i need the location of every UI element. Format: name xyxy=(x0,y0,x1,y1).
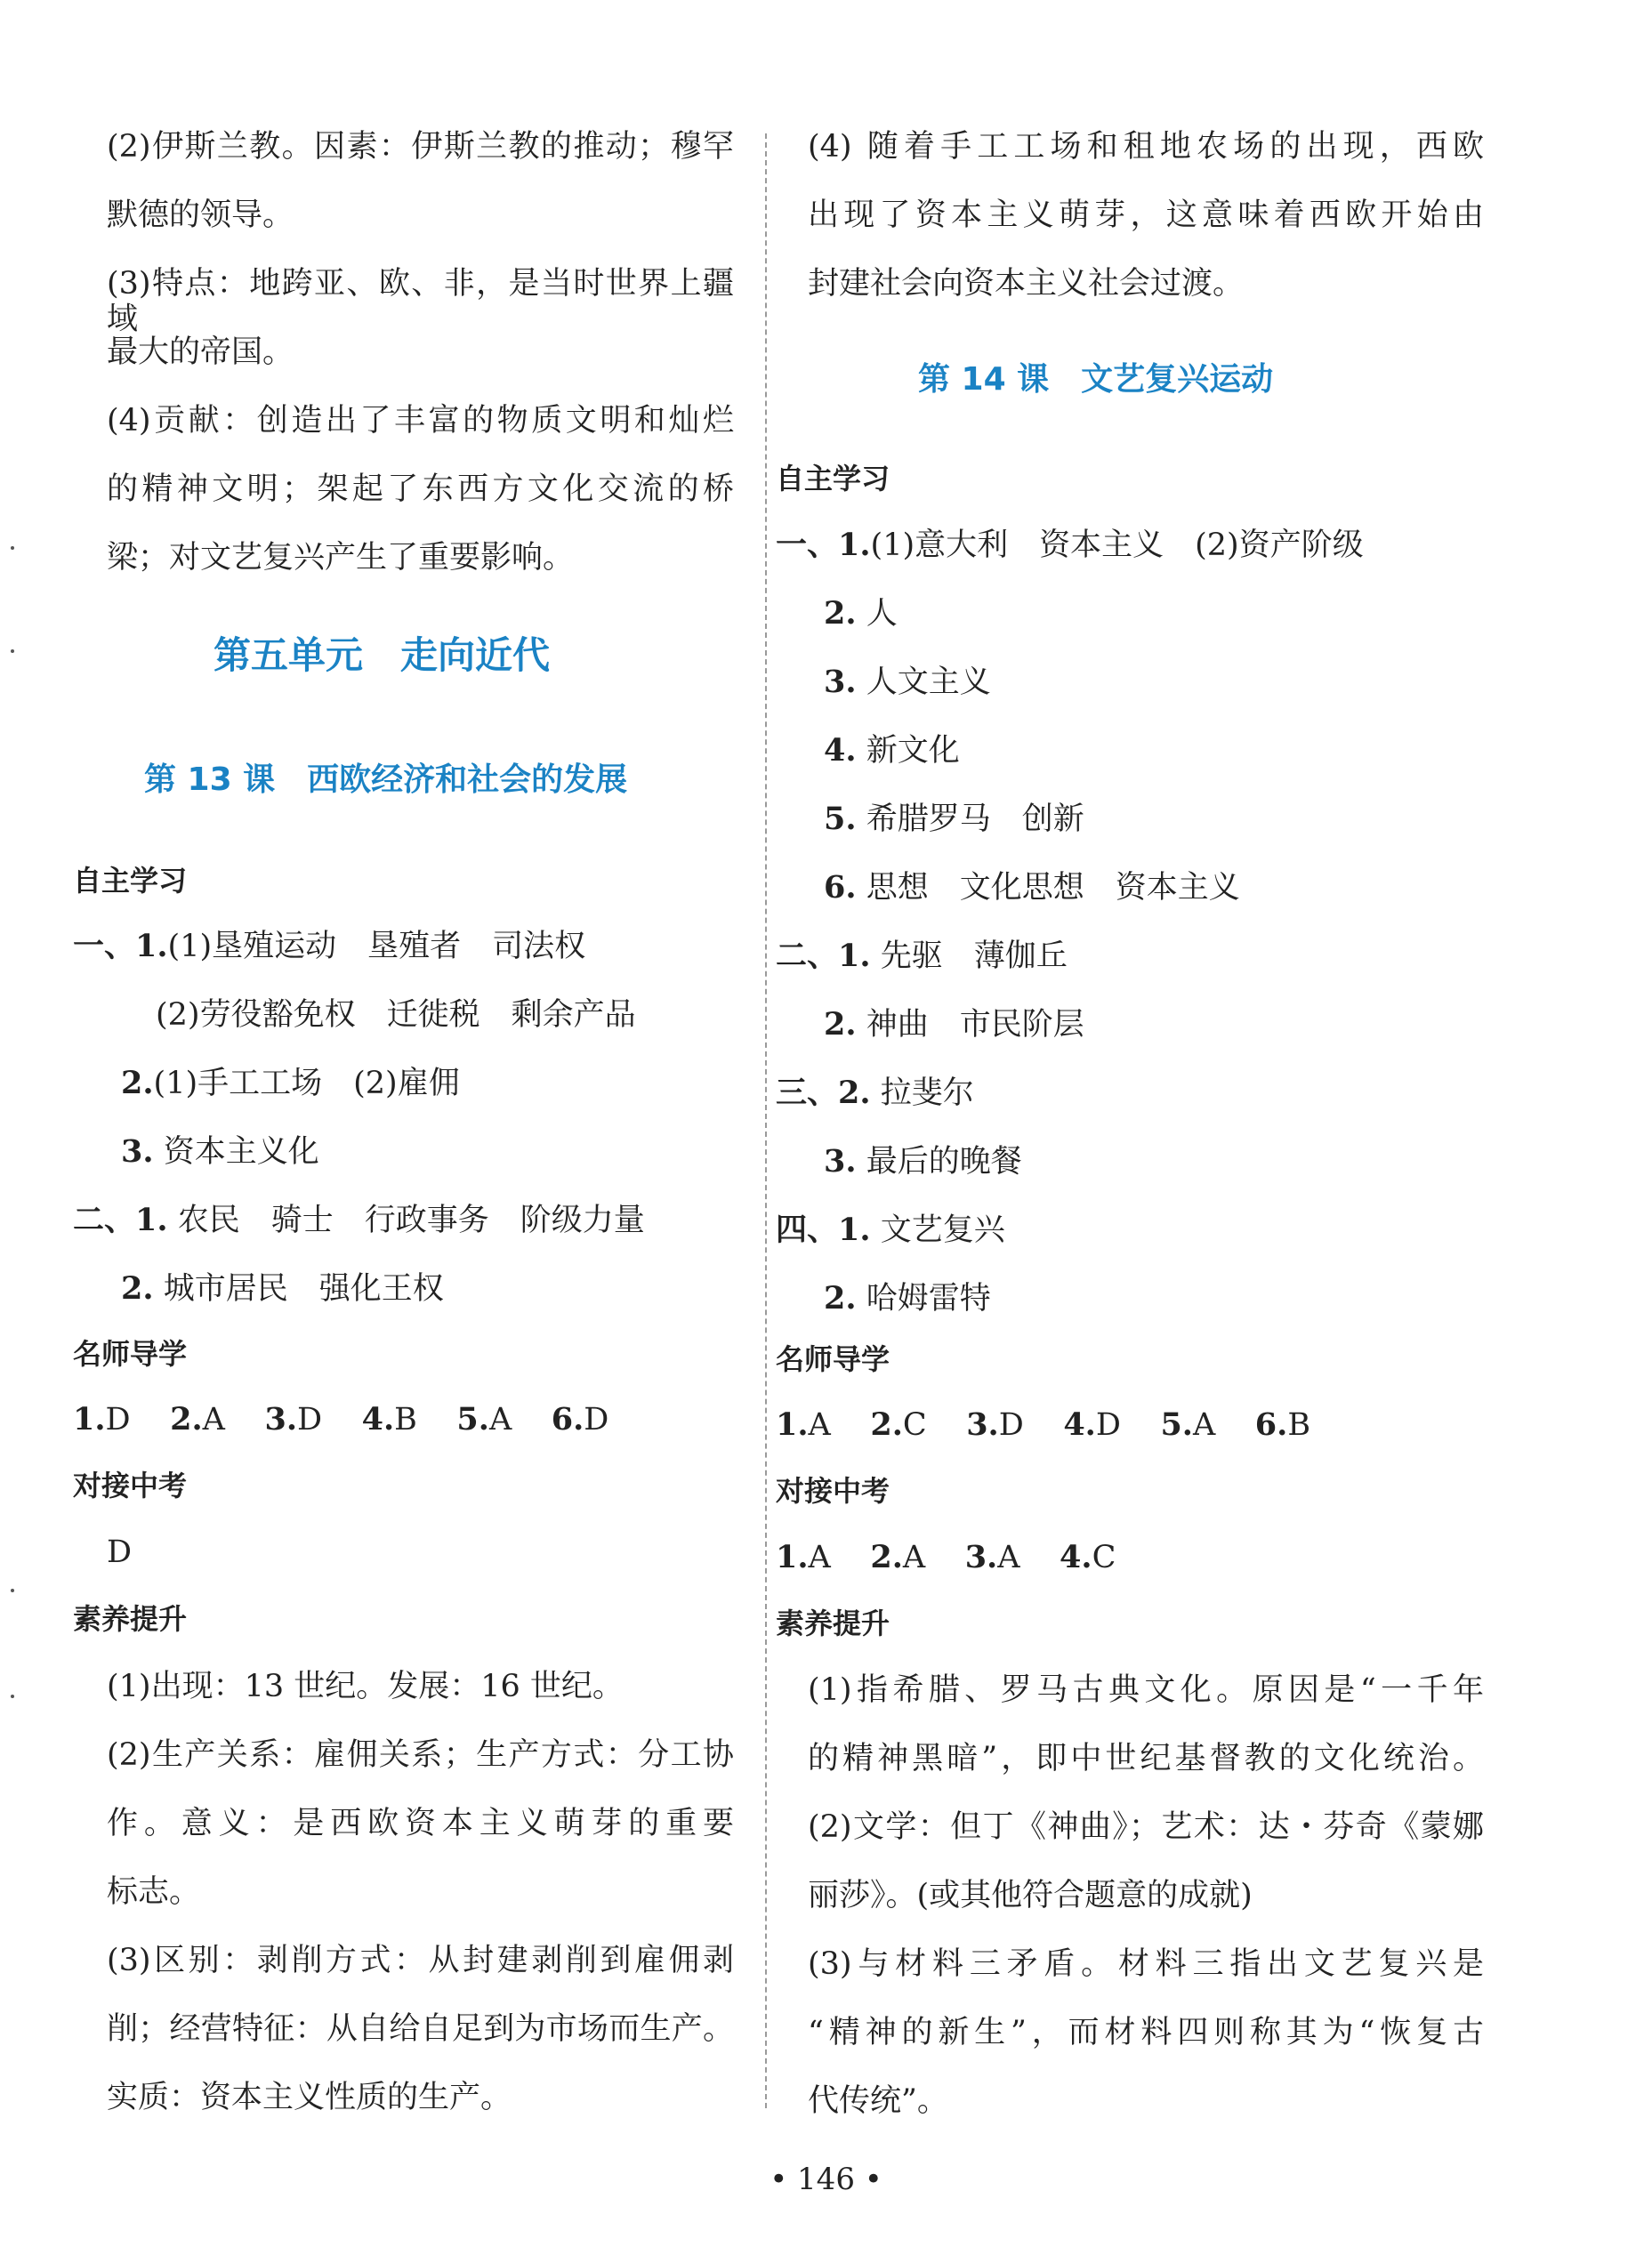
answer-text: 希腊罗马 创新 xyxy=(866,801,1084,837)
answer-text: (1)垦殖运动 垦殖者 司法权 xyxy=(167,929,586,964)
question-number: 4. xyxy=(361,1401,395,1438)
answer-text: 最后的晚餐 xyxy=(866,1144,1022,1180)
question-number: 5. xyxy=(1160,1406,1193,1443)
choice-answer: D xyxy=(297,1402,323,1438)
choice-answer: D xyxy=(105,1402,131,1438)
question-number: 4. xyxy=(1063,1406,1096,1443)
text-line: (2)文学：但丁《神曲》；艺术：达・芬奇《蒙娜 xyxy=(808,1809,1484,1845)
answer-text: (1)意大利 资本主义 (2)资产阶级 xyxy=(870,528,1364,563)
answer-text: 人 xyxy=(866,596,898,632)
answer-number: 三、2. xyxy=(776,1075,871,1111)
answer-line xyxy=(776,528,1364,563)
text-line: 标志。 xyxy=(107,1874,201,1910)
question-number: 3. xyxy=(966,1406,999,1443)
answer-line xyxy=(73,929,585,964)
unit-title: 第五单元 走向近代 xyxy=(214,633,551,677)
answer-text: D xyxy=(107,1534,133,1570)
margin-dot xyxy=(11,649,14,653)
answer-text: 思想 文化思想 资本主义 xyxy=(866,870,1240,906)
answer-line xyxy=(776,938,1068,974)
text-line: (2)伊斯兰教。因素：伊斯兰教的推动；穆罕 xyxy=(107,129,734,165)
choice-answer: A xyxy=(997,1540,1020,1575)
question-number: 2. xyxy=(870,1406,903,1443)
multiple-choice-row xyxy=(73,1402,608,1438)
answer-number: 二、1. xyxy=(776,938,871,974)
answer-text: 资本主义化 xyxy=(163,1134,319,1170)
answer-number: 2. xyxy=(121,1270,154,1307)
margin-dot xyxy=(11,546,14,550)
text-line: (4)贡献：创造出了丰富的物质文明和灿烂 xyxy=(107,403,734,439)
text-line: 的精神黑暗”，即中世纪基督教的文化统治。 xyxy=(808,1741,1484,1776)
answer-line xyxy=(824,1281,991,1317)
answer-number: 四、1. xyxy=(776,1212,871,1248)
question-number: 1. xyxy=(776,1406,809,1443)
answer-line xyxy=(824,870,1240,906)
margin-dot xyxy=(11,1695,14,1698)
text-line: “精神的新生”，而材料四则称其为“恢复古 xyxy=(808,2015,1484,2050)
question-number: 6. xyxy=(1254,1406,1288,1443)
answer-line xyxy=(776,1212,1005,1248)
question-number: 5. xyxy=(456,1401,489,1438)
answer-text: 先驱 薄伽丘 xyxy=(880,938,1068,974)
answer-number: 一、1. xyxy=(73,928,168,964)
text-line: 封建社会向资本主义社会过渡。 xyxy=(808,266,1245,302)
text-line: 梁；对文艺复兴产生了重要影响。 xyxy=(107,540,575,576)
answer-number: 3. xyxy=(824,664,857,700)
answer-number: 5. xyxy=(824,801,857,837)
multiple-choice-row xyxy=(776,1407,1310,1443)
choice-answer: B xyxy=(394,1402,417,1438)
margin-dot xyxy=(11,1589,14,1592)
choice-answer: D xyxy=(998,1407,1024,1443)
answer-line xyxy=(776,1075,974,1111)
answer-line xyxy=(824,664,991,700)
section-heading: 自主学习 xyxy=(776,462,890,495)
text-line: (4) 随着手工工场和租地农场的出现，西欧 xyxy=(808,129,1484,165)
question-number: 3. xyxy=(264,1401,298,1438)
answer-text: 人文主义 xyxy=(866,664,991,700)
answer-text: 城市居民 强化王权 xyxy=(163,1271,444,1307)
choice-answer: A xyxy=(902,1540,926,1575)
text-line: (2)生产关系：雇佣关系；生产方式：分工协 xyxy=(107,1737,734,1773)
choice-answer: C xyxy=(1092,1540,1116,1575)
answer-number: 3. xyxy=(121,1133,154,1170)
section-heading: 素养提升 xyxy=(776,1607,890,1640)
choice-answer: A xyxy=(808,1540,831,1575)
section-heading: 名师导学 xyxy=(73,1337,188,1371)
question-number: 3. xyxy=(964,1539,998,1575)
choice-answer: C xyxy=(902,1407,927,1443)
text-line: (3)与材料三矛盾。材料三指出文艺复兴是 xyxy=(808,1946,1484,1982)
question-number: 4. xyxy=(1060,1539,1092,1575)
text-line: 默德的领导。 xyxy=(107,197,294,233)
text-line: (3)区别：剥削方式：从封建剥削到雇佣剥 xyxy=(107,1943,734,1978)
answer-number: 二、1. xyxy=(73,1202,168,1238)
question-number: 2. xyxy=(870,1539,903,1575)
answer-text: 拉斐尔 xyxy=(880,1075,974,1111)
column-divider xyxy=(765,133,767,2108)
question-number: 6. xyxy=(551,1401,584,1438)
answer-text: 神曲 市民阶层 xyxy=(866,1007,1084,1043)
section-heading: 自主学习 xyxy=(73,864,188,898)
text-line: 作。意义：是西欧资本主义萌芽的重要 xyxy=(107,1806,734,1841)
lesson-title: 第 13 课 西欧经济和社会的发展 xyxy=(144,761,628,798)
answer-line xyxy=(121,1134,319,1170)
answer-number: 2. xyxy=(824,1006,857,1043)
section-heading: 名师导学 xyxy=(776,1342,890,1376)
answer-number: 6. xyxy=(824,869,857,906)
answer-text: (1)手工工场 (2)雇佣 xyxy=(153,1066,460,1101)
text-line: 丽莎》。(或其他符合题意的成就) xyxy=(808,1878,1253,1913)
answer-number: 2. xyxy=(824,1280,857,1317)
choice-answer: A xyxy=(1192,1407,1216,1443)
text-line: 削；经营特征：从自给自足到为市场而生产。 xyxy=(107,2011,734,2047)
text-line: 的精神文明；架起了东西方文化交流的桥 xyxy=(107,471,734,507)
answer-line xyxy=(824,801,1084,837)
answer-text: 哈姆雷特 xyxy=(866,1281,991,1317)
choice-answer: B xyxy=(1287,1407,1311,1443)
text-line: (1)出现：13 世纪。发展：16 世纪。 xyxy=(107,1669,624,1704)
answer-text: 新文化 xyxy=(866,733,960,769)
answer-line xyxy=(121,1066,460,1101)
choice-answer: D xyxy=(1095,1407,1121,1443)
answer-line xyxy=(824,596,898,632)
answer-line xyxy=(824,1007,1084,1043)
section-heading: 对接中考 xyxy=(73,1469,188,1502)
text-line: 实质：资本主义性质的生产。 xyxy=(107,2080,512,2115)
text-line: 代传统”。 xyxy=(808,2083,948,2119)
text-line: (1)指希腊、罗马古典文化。原因是“一千年 xyxy=(808,1672,1484,1708)
answer-number: 2. xyxy=(121,1065,154,1101)
answer-line xyxy=(824,733,960,769)
page-number: • 146 • xyxy=(770,2162,882,2197)
text-line: 最大的帝国。 xyxy=(107,334,294,370)
choice-answer: A xyxy=(808,1407,831,1443)
answer-number: 3. xyxy=(824,1143,857,1180)
section-heading: 对接中考 xyxy=(776,1474,890,1508)
answer-number: 2. xyxy=(824,595,857,632)
text-line: 出现了资本主义萌芽，这意味着西欧开始由 xyxy=(808,197,1484,233)
lesson-title: 第 14 课 文艺复兴运动 xyxy=(918,361,1274,398)
answer-text: 文艺复兴 xyxy=(880,1212,1005,1248)
question-number: 1. xyxy=(73,1401,106,1438)
question-number: 1. xyxy=(776,1539,809,1575)
question-number: 2. xyxy=(170,1401,203,1438)
answer-line xyxy=(824,1144,1022,1180)
answer-line xyxy=(121,1271,444,1307)
section-heading: 素养提升 xyxy=(73,1602,188,1636)
choice-answer: A xyxy=(488,1402,512,1438)
answer-number: 一、1. xyxy=(776,527,871,563)
choice-answer: D xyxy=(584,1402,609,1438)
answer-number: 4. xyxy=(824,732,857,769)
choice-answer: A xyxy=(202,1402,225,1438)
answer-text: (2)劳役豁免权 迁徙税 剩余产品 xyxy=(156,997,636,1033)
answer-text: 农民 骑士 行政事务 阶级力量 xyxy=(177,1203,645,1238)
answer-line xyxy=(73,1203,645,1238)
text-line: (3)特点：地跨亚、欧、非，是当时世界上疆域 xyxy=(107,266,734,337)
multiple-choice-row xyxy=(776,1540,1116,1575)
